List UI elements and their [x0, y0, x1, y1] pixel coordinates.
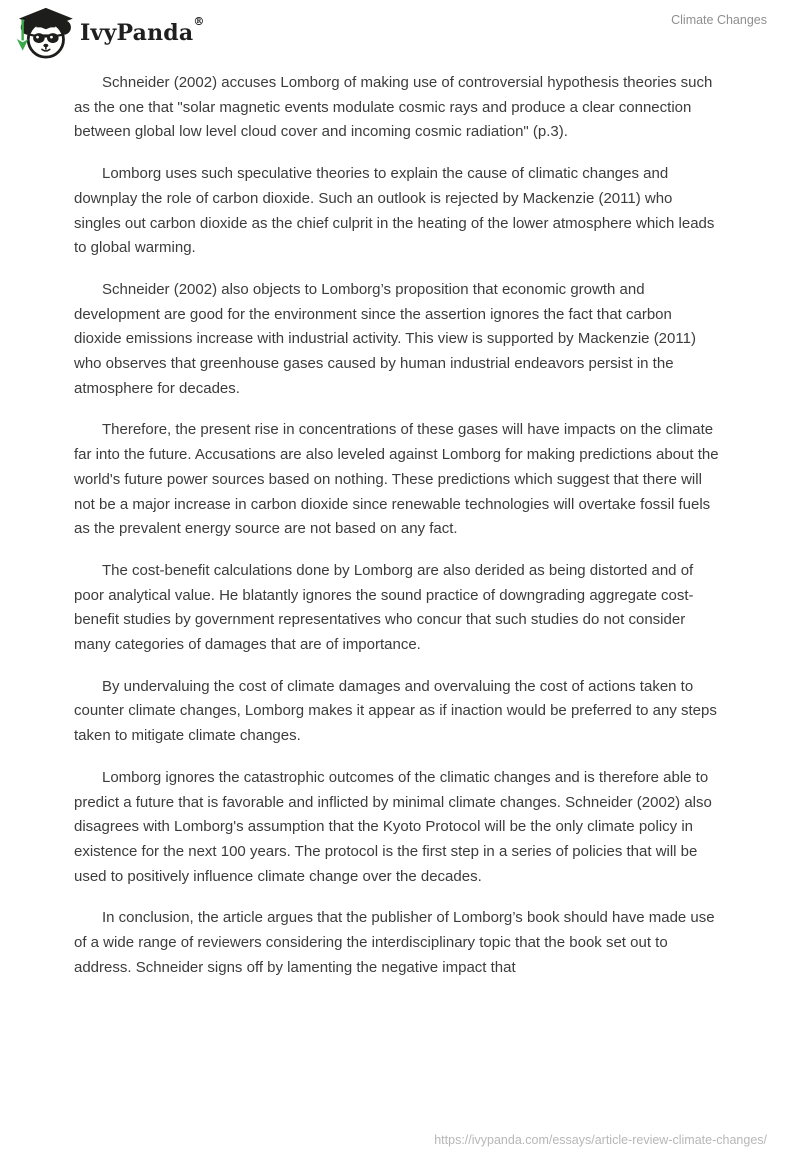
brand-name: IvyPanda® — [80, 14, 205, 46]
article-paragraph: Therefore, the present rise in concentrations of these gases will have impacts on the climate far into the future. Accusations are also leveled against Lomborg for making predictions about the world's future power sources based on nothing. These predictions which suggest that there will not be a major increase in carbon dioxide since renewable technologies will overtake fossil fuels as the prevalent energy source are not based on any fact. — [74, 421, 719, 538]
page-header — [0, 0, 800, 62]
article-paragraph: Lomborg ignores the catastrophic outcomes of the climatic changes and is therefore able to predict a future that is favorable and inflicted by minimal climate changes. Schneider (2002) also disagrees with Lomborg's assumption that the Kyoto Protocol will be the only climate policy in existence for the next 100 years. The protocol is the first step in a series of policies that will be used to positively influence climate change over the decades. — [74, 768, 712, 885]
page-footer — [434, 1131, 767, 1149]
registered-trademark-symbol: ® — [193, 14, 205, 28]
article-body — [74, 71, 721, 998]
brand-logo-link[interactable] — [14, 7, 205, 59]
article-paragraph: Schneider (2002) accuses Lomborg of making use of controversial hypothesis theories such as the one that "solar magnetic events modulate cosmic rays and produce a clear connection between global low level cloud cover and incoming cosmic radiation" (p.3). — [74, 74, 713, 141]
source-url-link[interactable]: https://ivypanda.com/essays/article-review-climate-changes/ — [434, 1133, 767, 1147]
document-title: Climate Changes — [671, 13, 767, 27]
ivypanda-panda-logo-icon — [14, 7, 74, 59]
article-paragraph: Lomborg uses such speculative theories to explain the cause of climatic changes and downplay the role of carbon dioxide. Such an outlook is rejected by Mackenzie (2011) who singles out carbon dioxide as the chief culprit in the heating of the lower atmosphere which leads to global warming. — [74, 165, 715, 257]
article-paragraph: By undervaluing the cost of climate damages and overvaluing the cost of actions taken to counter climate changes, Lomborg makes it appear as if inaction would be preferred to any steps taken to mitigate climate changes. — [74, 677, 717, 745]
article-paragraph: Schneider (2002) also objects to Lomborg’s proposition that economic growth and development are good for the environment since the assertion ignores the fact that carbon dioxide emissions increase with industrial activity. This view is supported by Mackenzie (2011) who observes that greenhouse gases caused by human industrial endeavors persist in the atmosphere for decades. — [74, 280, 696, 397]
article-paragraph: The cost-benefit calculations done by Lomborg are also derided as being distorted and of poor analytical value. He blatantly ignores the sound practice of downgrading aggregate cost-benefit studies by government representatives who concur that such studies do not consider many categories of damages that are of importance. — [74, 561, 694, 654]
article-paragraph: In conclusion, the article argues that the publisher of Lomborg’s book should have made use of a wide range of reviewers considering the interdisciplinary topic that the book set out to address. Schneider signs off by lamenting the negative impact that — [74, 909, 715, 976]
